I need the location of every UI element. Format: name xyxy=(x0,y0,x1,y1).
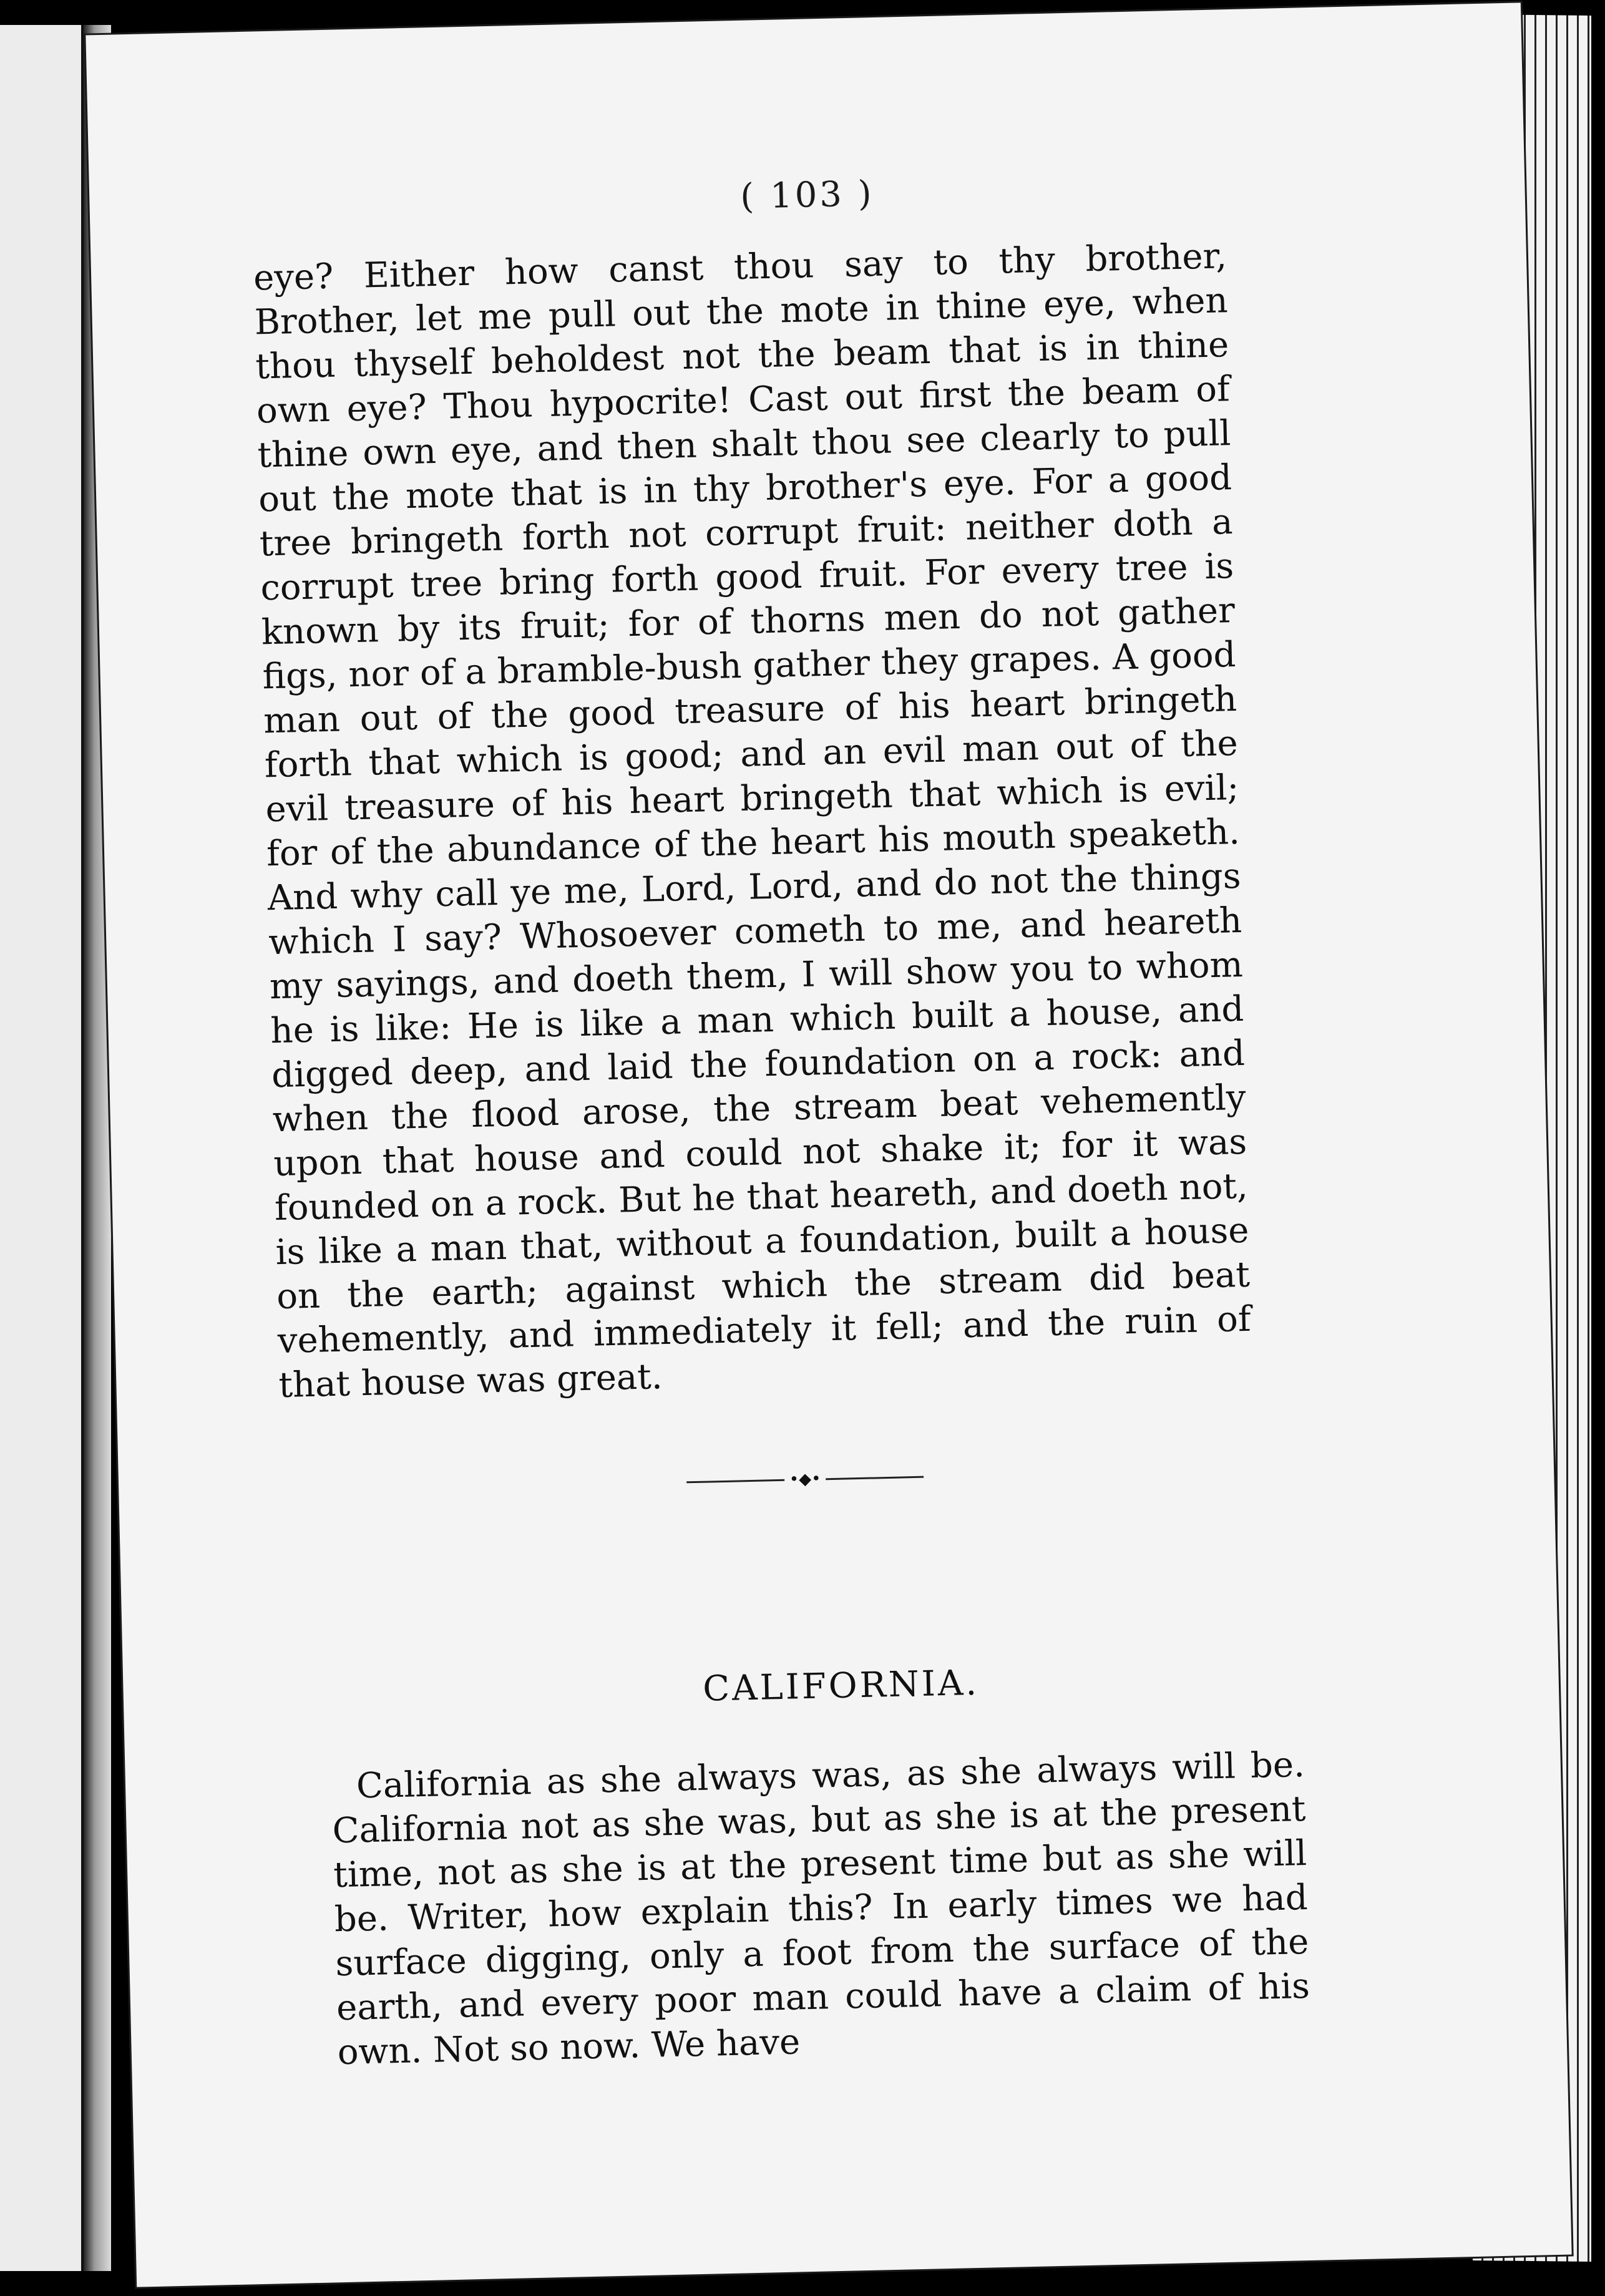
page-number: ( 103 ) xyxy=(739,173,875,217)
separator-ornament: •◆• xyxy=(789,1469,821,1489)
body-paragraph: eye? Either how canst thou say to thy brother, Brother, let me pull out the mote in thine eye, when thou thyself beholdest not the beam that is in thine own eye? Thou hypocrite! Cast out first the beam of thine own eye, and then shalt thou see clearly to pull out the mote that is in thy brother's eye. For a good tree bringeth forth not corrupt fruit: neither doth a corrupt tree bring forth good fruit. For every tree is known by its fruit; for of thorns men do not gather figs, nor of a bramble-bush gather they grapes. A good man out of the good treasure of his heart bringeth forth that which is good; and an evil man out of the evil treasure of his heart bringeth that which is evil; for of the abundance of the heart his mouth speaketh. And why call ye me, Lord, Lord, and do not the things which I say? Whosoever cometh to me, and heareth my sayings, and doeth them, I will show you to whom he is like: He is like a man which built a house, and digged deep, and laid the foundation on a rock: and when the flood arose, the stream beat vehemently upon that house and could not shake it; for it was founded on a rock. But he that heareth, and doeth not, is like a man that, without a foundation, built a house on the earth; against which the stream did beat vehemently, and immediately it fell; and the ruin of that house was great. xyxy=(253,236,1252,1406)
separator-line-right xyxy=(826,1476,924,1480)
section-text xyxy=(331,1743,1311,2075)
facing-page-edge xyxy=(0,25,84,2271)
section-title: CALIFORNIA. xyxy=(702,1662,980,1710)
body-text xyxy=(253,234,1252,1408)
section-paragraph: California as she always was, as she always will be. California not as she was, but as she is at the present time, not as she is at the present time but as she will be. Writer, how explain this? In early times we had surface digging, only a foot from the surface of the earth, and every poor man could have a claim of his own. Not so now. We have xyxy=(332,1744,1310,2073)
book-page xyxy=(85,2,1571,2287)
separator-line-left xyxy=(686,1479,784,1483)
section-separator xyxy=(686,1471,924,1489)
